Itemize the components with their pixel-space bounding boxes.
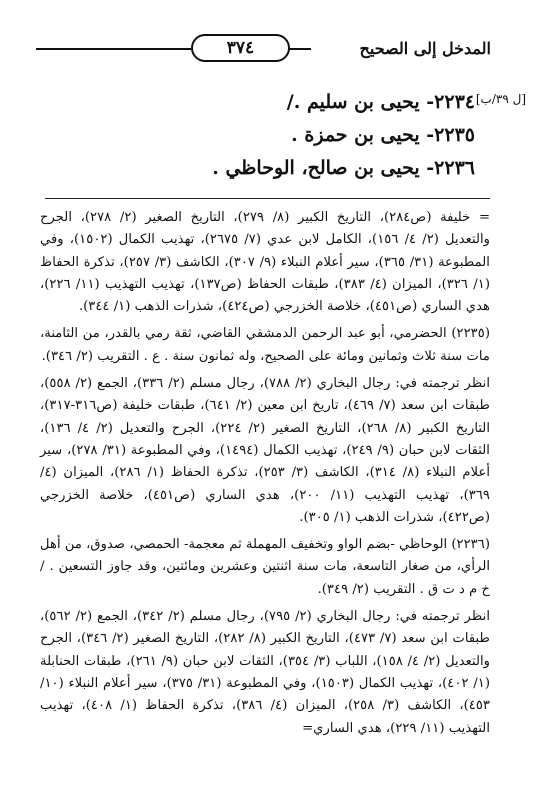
header-rule [36, 48, 191, 50]
footnotes [40, 207, 490, 745]
footnote-2236-sources: انظر ترجمته في: رجال البخاري (٢/ ٧٩٥)، رجال مسلم (٢/ ٣٤٢)، الجمع (٢/ ٥٦٢)، طبقات ابن سعد (٧/ ٤٧٣)، التاريخ الكبير (٨/ ٢٨٢)، التاريخ الصغير (٢/ ٣٤٦)، الجرح والتعديل (٢/ ٤/ ١٥٨)، اللباب (٣/ ٣٥٤)، الثقات لابن حبان (٩/ ٢٦١)، طبقات الحنابلة (١/ ٤٠٢)، تهذيب الكمال (١٥٠٣)، وفي المطبوعة (٣١/ ٣٧٥)، سير أعلام النبلاء (١٠/ ٤٥٣)، الكاشف (٣/ ٢٥٨)، الميزان (٤/ ٣٨٦)، تذكرة الحفاظ (١/ ٤٠٨)، تهذيب التهذيب (١١/ ٢٢٩)، هدي الساري= [40, 609, 491, 736]
footnote-2236: (٢٢٣٦) الوحاظي -بضم الواو وتخفيف المهملة ثم معجمة- الحمصي، صدوق، من أهل الرأي، من صغار التاسعة، مات سنة اثنتين وعشرين ومائتين، وقد جاوز التسعين . / خ م د ت ق . التقريب (٢/ ٣٤٩). [40, 537, 490, 597]
footnote-2235: (٢٢٣٥) الحضرمي، أبو عبد الرحمن الدمشقي القاضي، ثقة رمي بالقدر، من الثامنة، مات سنة ثلاث وثمانين ومائة على الصحيح، وله ثمانون سنة . ع . التقريب (٢/ ٣٤٦). [40, 326, 490, 364]
page-number: ٣٧٤ [191, 34, 290, 62]
entry-2234: ٢٢٣٤- يحيى بن سليم ./ [286, 91, 475, 113]
page-header [36, 35, 491, 65]
footnote-2235-sources: انظر ترجمته في: رجال البخاري (٢/ ٧٨٨)، رجال مسلم (٢/ ٣٣٦)، الجمع (٢/ ٥٥٨)، طبقات ابن سعد (٧/ ٤٦٩)، تاريخ ابن معين (٢/ ٦٤١)، طبقات خليفة (ص٣١٦-٣١٧)، التاريخ الكبير (٨/ ٢٦٨)، التاريخ الصغير (٢/ ٢٢٤)، الجرح والتعديل (٢/ ٤/ ١٣٦)، الثقات لابن حبان (٩/ ٢٤٩)، تهذيب الكمال (١٤٩٤)، وفي المطبوعة (٣١/ ٢٧٨)، سير أعلام النبلاء (٨/ ٣١٤)، الكاشف (٣/ ٢٥٣)، تذكرة الحفاظ (١/ ٢٨٦)، الميزان (٤/ ٣٦٩)، تهذيب التهذيب (١١/ ٢٠٠)، هدي الساري (ص٤٥١)، خلاصة الخزرجي (ص٤٢٢)، شذرات الذهب (١/ ٣٠٥). [40, 376, 491, 525]
manuscript-folio-ref: [ل ٣٩/ب] [475, 92, 526, 106]
footnote-separator [45, 198, 490, 199]
entries-list [95, 86, 475, 185]
book-title: المدخل إلى الصحيح [359, 39, 491, 58]
entry-2236: ٢٢٣٦- يحيى بن صالح، الوحاظي . [212, 157, 475, 179]
entry-2235: ٢٢٣٥- يحيى بن حمزة . [291, 124, 475, 146]
footnote-continuation: = خليفة (ص٢٨٤)، التاريخ الكبير (٨/ ٢٧٩)، التاريخ الصغير (٢/ ٢٧٨)، الجرح والتعديل (٢/ ٤/ ١٥٦)، الكامل لابن عدي (٧/ ٢٦٧٥)، تهذيب الكمال (١٥٠٢)، وفي المطبوعة (٣١/ ٣٦٥)، سير أعلام النبلاء (٩/ ٣٠٧)، الكاشف (٣/ ٢٥٧)، تذكرة الحفاظ (١/ ٣٢٦)، الميزان (٤/ ٣٨٣)، طبقات الحفاظ (ص١٣٧)، تهذيب التهذيب (١١/ ٢٢٦)، هدي الساري (ص٤٥١)، خلاصة الخزرجي (ص٤٢٤)، شذرات الذهب (١/ ٣٤٤). [40, 210, 491, 315]
